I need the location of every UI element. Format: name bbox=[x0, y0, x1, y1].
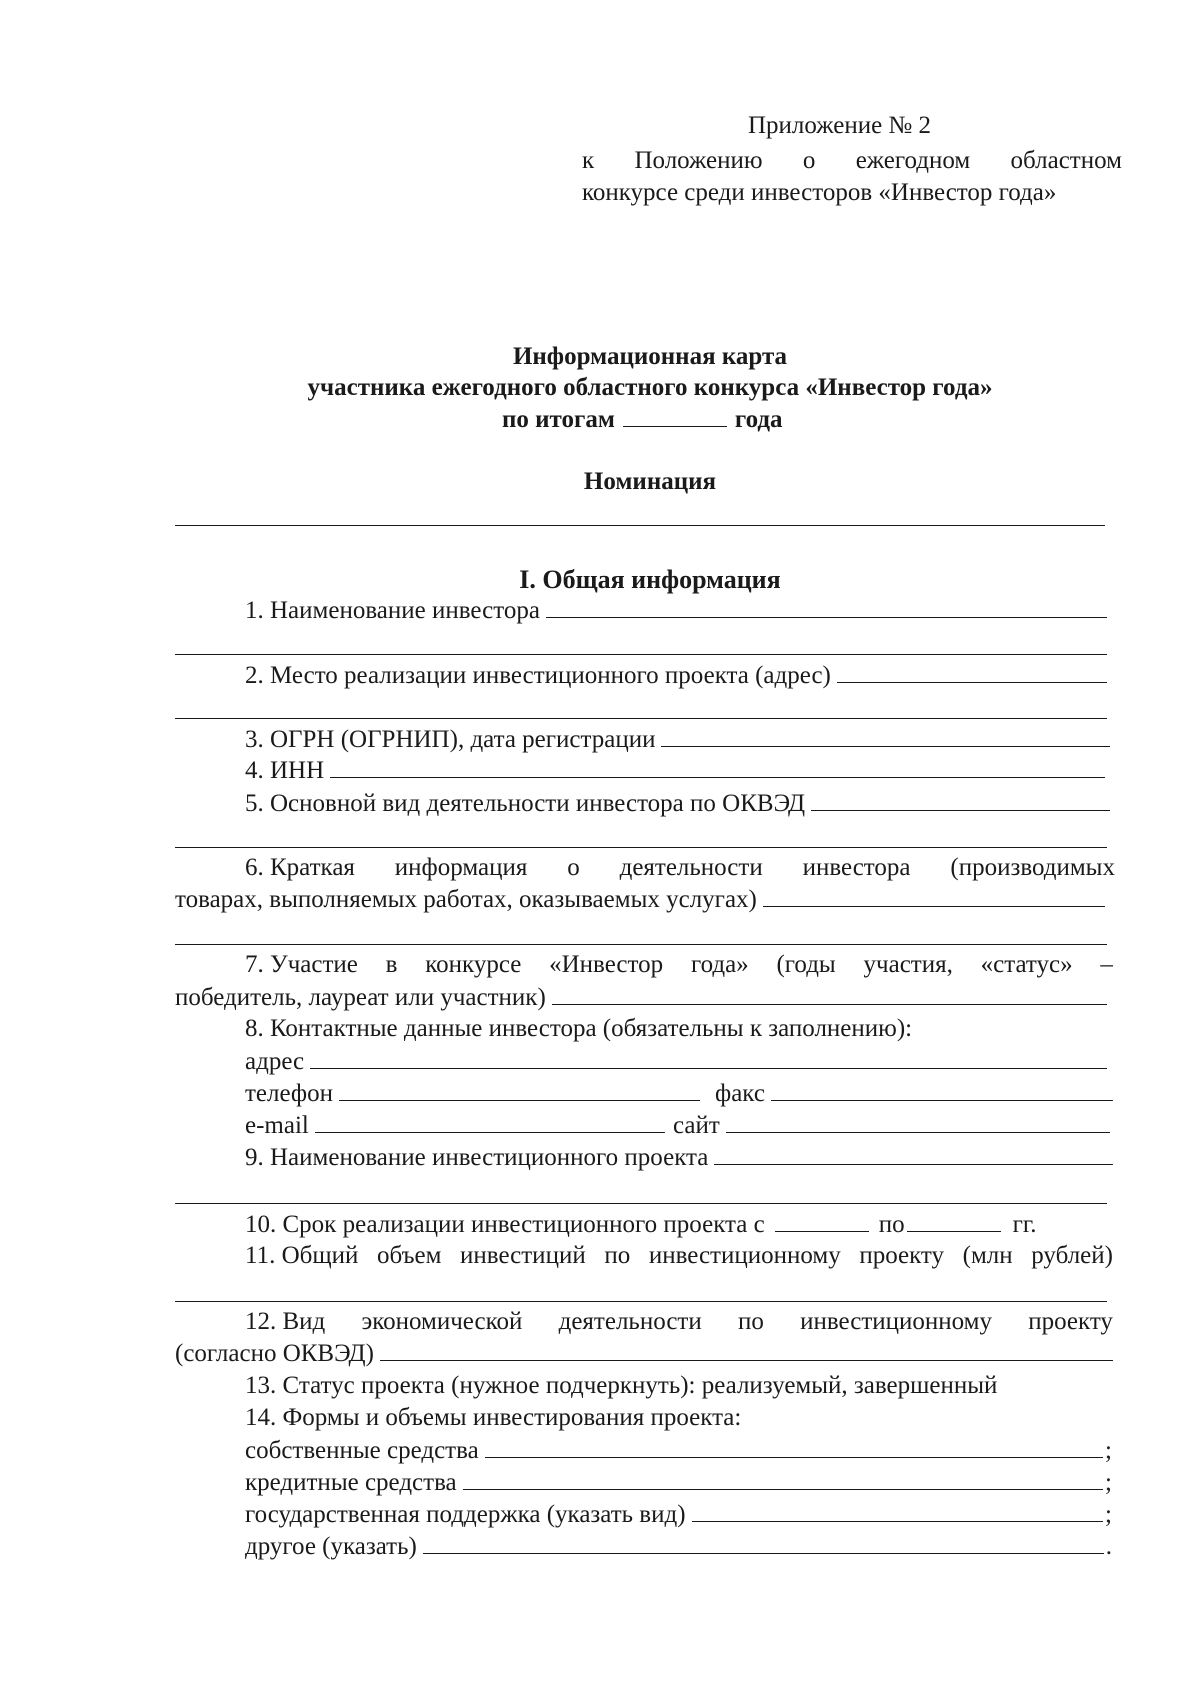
contacts-heading: 8. Контактные данные инвестора (обязательны к заполнению): bbox=[245, 1015, 913, 1042]
nomination-label: Номинация bbox=[583, 468, 717, 495]
field-email bbox=[245, 1110, 665, 1141]
field-label: 3. ОГРН (ОГРНИП), дата регистрации bbox=[245, 726, 656, 753]
text-word: 6. Краткая bbox=[245, 854, 355, 881]
year-blank[interactable] bbox=[623, 404, 727, 427]
investor-name-input[interactable] bbox=[546, 595, 1107, 618]
field-label: (согласно ОКВЭД) bbox=[175, 1340, 374, 1367]
field-credit-funds bbox=[245, 1467, 1112, 1498]
field-inn bbox=[245, 755, 1105, 786]
section-heading: I. Общая информация bbox=[519, 565, 781, 594]
header-word: о bbox=[802, 147, 816, 174]
field-label: 9. Наименование инвестиционного проекта bbox=[245, 1144, 709, 1171]
field-label: 4. ИНН bbox=[245, 757, 325, 784]
field-fax bbox=[715, 1078, 1113, 1109]
activity-info-input[interactable] bbox=[763, 884, 1105, 907]
field-participation-line1 bbox=[245, 950, 1113, 980]
doc-title: Информационная карта bbox=[512, 343, 788, 370]
doc-year-line bbox=[502, 404, 802, 435]
nomination-field[interactable] bbox=[175, 525, 1105, 526]
field-label: 1. Наименование инвестора bbox=[245, 597, 540, 624]
field-participation-line2 bbox=[175, 982, 1107, 1013]
email-input[interactable] bbox=[315, 1110, 665, 1133]
text-word: 7. Участие bbox=[245, 951, 358, 978]
field-project-location bbox=[245, 660, 1107, 691]
field-activity-info-line2 bbox=[175, 884, 1105, 915]
field-label: e-mail bbox=[245, 1112, 309, 1139]
doc-subtitle: участника ежегодного областного конкурса «Инвестор года» bbox=[307, 374, 993, 401]
appendix-reference-line1 bbox=[582, 146, 1122, 176]
other-input[interactable] bbox=[423, 1531, 1104, 1554]
text-word: экономической bbox=[361, 1308, 523, 1335]
phone-input[interactable] bbox=[339, 1078, 700, 1101]
field-label: 10. Срок реализации инвестиционного проекта с bbox=[245, 1211, 765, 1238]
text-word: о bbox=[567, 854, 580, 881]
project-name-continuation[interactable] bbox=[175, 1203, 1107, 1204]
own-funds-input[interactable] bbox=[485, 1435, 1103, 1458]
field-label: 2. Место реализации инвестиционного проекта (адрес) bbox=[245, 662, 831, 689]
field-economic-activity-line2 bbox=[175, 1338, 1113, 1369]
field-label: товарах, выполняемых работах, оказываемых услугах) bbox=[175, 886, 757, 913]
state-support-input[interactable] bbox=[692, 1499, 1104, 1522]
year-suffix: года bbox=[734, 406, 783, 433]
punctuation: ; bbox=[1105, 1469, 1112, 1496]
header-word: Положению bbox=[634, 147, 763, 174]
text-word: – bbox=[1100, 951, 1113, 978]
text-word: года» bbox=[690, 951, 749, 978]
text-word: 12. Вид bbox=[245, 1308, 326, 1335]
text-word: (млн bbox=[962, 1242, 1013, 1269]
punctuation: ; bbox=[1105, 1501, 1112, 1528]
text-word: «Инвестор bbox=[549, 951, 664, 978]
text-word: рублей) bbox=[1031, 1242, 1113, 1269]
field-label: кредитные средства bbox=[245, 1469, 457, 1496]
project-location-continuation[interactable] bbox=[175, 718, 1107, 719]
investment-forms-heading: 14. Формы и объемы инвестирования проекта: bbox=[245, 1404, 742, 1431]
text-word: инвестиционному bbox=[648, 1242, 841, 1269]
field-label: 5. Основной вид деятельности инвестора по ОКВЭД bbox=[245, 790, 806, 817]
text-word: проекту bbox=[859, 1242, 945, 1269]
header-word: областном bbox=[1010, 147, 1122, 174]
okved-input[interactable] bbox=[811, 788, 1110, 811]
text-word: инвестиций bbox=[460, 1242, 586, 1269]
field-phone bbox=[245, 1078, 700, 1109]
field-other bbox=[245, 1531, 1112, 1562]
field-label: по bbox=[878, 1211, 905, 1238]
text-word: инвестора bbox=[802, 854, 911, 881]
text-word: участия, bbox=[863, 951, 953, 978]
field-label: собственные средства bbox=[245, 1437, 479, 1464]
ogrn-input[interactable] bbox=[661, 724, 1110, 747]
field-label: факс bbox=[715, 1080, 765, 1107]
field-ogrn bbox=[245, 724, 1110, 755]
text-word: деятельности bbox=[558, 1308, 702, 1335]
field-project-name bbox=[245, 1142, 1113, 1173]
text-word: проекту bbox=[1028, 1308, 1113, 1335]
field-economic-activity-line1 bbox=[245, 1307, 1113, 1337]
appendix-reference-line2: конкурсе среди инвесторов «Инвестор года» bbox=[582, 179, 1057, 206]
field-investment-volume bbox=[245, 1241, 1113, 1271]
header-word: ежегодном bbox=[855, 147, 971, 174]
punctuation: . bbox=[1105, 1533, 1112, 1560]
participation-input[interactable] bbox=[552, 982, 1107, 1005]
activity-info-continuation[interactable] bbox=[175, 944, 1107, 945]
text-word: конкурсе bbox=[425, 951, 522, 978]
field-label: сайт bbox=[673, 1112, 720, 1139]
text-word: информация bbox=[394, 854, 528, 881]
field-label: телефон bbox=[245, 1080, 333, 1107]
year-prefix: по итогам bbox=[502, 406, 615, 433]
fax-input[interactable] bbox=[771, 1078, 1113, 1101]
header-word: к bbox=[582, 147, 595, 174]
field-label: адрес bbox=[245, 1048, 305, 1075]
project-location-input[interactable] bbox=[837, 660, 1107, 683]
text-word: (производимых bbox=[950, 854, 1115, 881]
credit-funds-input[interactable] bbox=[463, 1467, 1103, 1490]
field-activity-info-line1 bbox=[245, 853, 1115, 883]
investment-volume-input[interactable] bbox=[175, 1301, 1107, 1302]
field-investor-name bbox=[245, 595, 1107, 626]
period-start-input[interactable] bbox=[775, 1209, 869, 1232]
field-label: другое (указать) bbox=[245, 1533, 417, 1560]
economic-activity-input[interactable] bbox=[380, 1338, 1113, 1361]
field-site bbox=[673, 1110, 1110, 1141]
field-own-funds bbox=[245, 1435, 1112, 1466]
investor-name-continuation[interactable] bbox=[175, 654, 1107, 655]
appendix-number: Приложение № 2 bbox=[748, 112, 932, 139]
field-project-period bbox=[245, 1209, 1115, 1240]
period-end-input[interactable] bbox=[907, 1209, 1001, 1232]
text-word: 11. Общий bbox=[245, 1242, 359, 1269]
text-word: объем bbox=[376, 1242, 442, 1269]
okved-continuation[interactable] bbox=[175, 847, 1107, 848]
text-word: по bbox=[604, 1242, 631, 1269]
site-input[interactable] bbox=[726, 1110, 1110, 1133]
inn-input[interactable] bbox=[330, 755, 1105, 778]
field-label: государственная поддержка (указать вид) bbox=[245, 1501, 686, 1528]
project-status: 13. Статус проекта (нужное подчеркнуть): реализуемый, завершенный bbox=[245, 1372, 998, 1399]
field-okved bbox=[245, 788, 1110, 819]
text-word: деятельности bbox=[619, 854, 763, 881]
text-word: в bbox=[385, 951, 398, 978]
field-label: победитель, лауреат или участник) bbox=[175, 984, 546, 1011]
field-label: гг. bbox=[1012, 1211, 1037, 1238]
project-name-input[interactable] bbox=[714, 1142, 1113, 1165]
field-address bbox=[245, 1046, 1107, 1077]
punctuation: ; bbox=[1105, 1437, 1112, 1464]
text-word: инвестиционному bbox=[800, 1308, 992, 1335]
text-word: «статус» bbox=[980, 951, 1073, 978]
text-word: (годы bbox=[776, 951, 836, 978]
text-word: по bbox=[737, 1308, 764, 1335]
address-input[interactable] bbox=[310, 1046, 1107, 1069]
field-state-support bbox=[245, 1499, 1112, 1530]
